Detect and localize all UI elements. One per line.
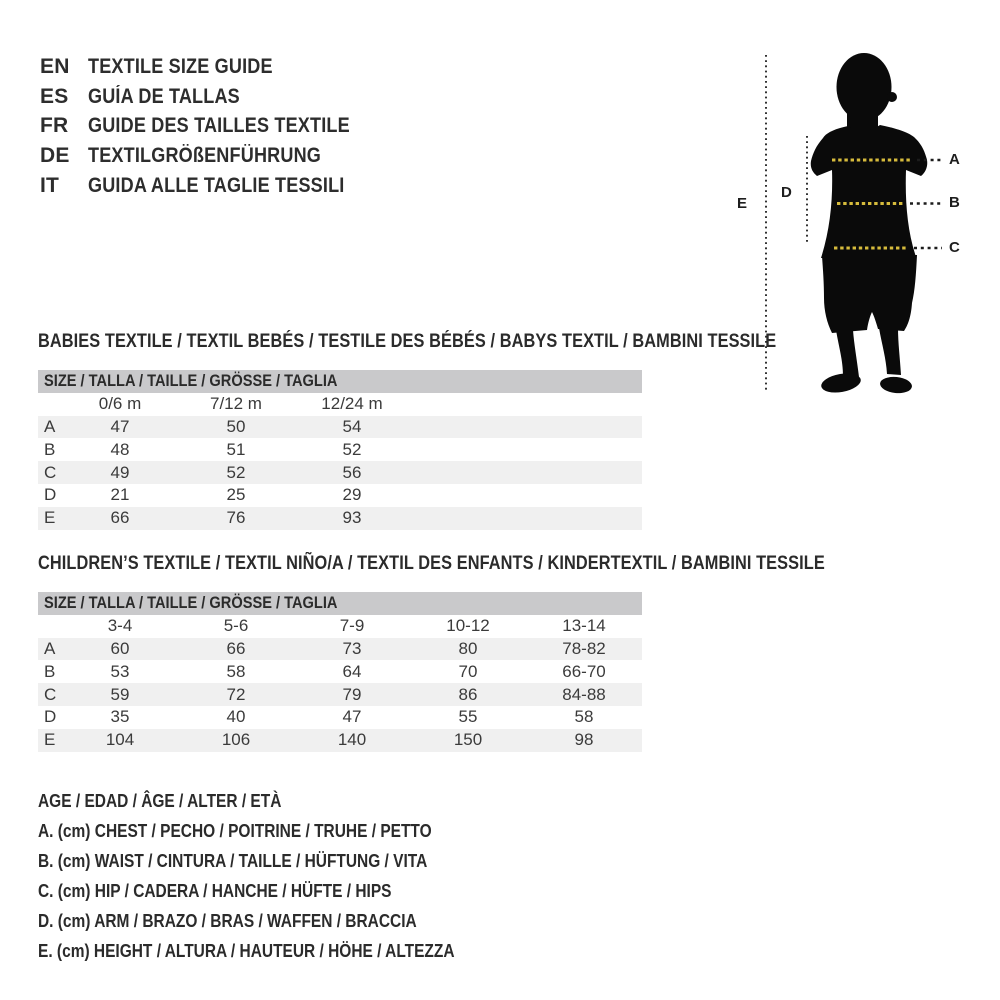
- measure-label-d: D: [781, 184, 792, 201]
- legend-item-text: C. (cm) HIP / CADERA / HANCHE / HÜFTE / HIPS: [38, 880, 392, 901]
- table-cell: 10-12: [446, 616, 490, 636]
- table-row: [38, 484, 642, 507]
- row-label: E: [44, 508, 56, 528]
- legend-age: [38, 786, 522, 816]
- table-cell: 106: [221, 730, 251, 750]
- table-cell: 29: [342, 485, 362, 505]
- table-cell: 150: [453, 730, 483, 750]
- table-cell: 50: [226, 416, 246, 436]
- table-cell: 79: [342, 684, 362, 704]
- row-label: B: [44, 439, 56, 459]
- legend-item-height: [38, 936, 522, 966]
- row-label: B: [44, 661, 56, 681]
- table-cell: 5-6: [223, 616, 249, 636]
- children-size-header-bar: [38, 592, 642, 615]
- table-cell: 64: [342, 661, 362, 681]
- language-title: GUIDA ALLE TAGLIE TESSILI: [88, 173, 345, 197]
- language-row-de: [40, 141, 392, 171]
- table-cell: 54: [342, 416, 362, 436]
- legend-item-text: A. (cm) CHEST / PECHO / POITRINE / TRUHE / PETTO: [38, 820, 432, 841]
- children-size-header-text: SIZE / TALLA / TAILLE / GRÖSSE / TAGLIA: [44, 593, 338, 613]
- column-header-row: [38, 615, 642, 638]
- table-cell: 80: [458, 638, 478, 658]
- table-cell: 47: [342, 707, 362, 727]
- table-row: [38, 461, 642, 484]
- row-label: D: [44, 485, 57, 505]
- language-row-it: [40, 171, 392, 201]
- legend-item-chest: [38, 816, 522, 846]
- table-cell: 47: [110, 416, 130, 436]
- legend-item-text: E. (cm) HEIGHT / ALTURA / HAUTEUR / HÖHE / ALTEZZA: [38, 940, 455, 961]
- table-cell: 72: [226, 684, 246, 704]
- table-cell: 66-70: [562, 661, 606, 681]
- row-label: C: [44, 462, 57, 482]
- table-cell: 98: [574, 730, 594, 750]
- language-code: DE: [40, 143, 70, 167]
- measure-label-e: E: [737, 195, 748, 212]
- table-cell: 56: [342, 462, 362, 482]
- babies-size-header-text: SIZE / TALLA / TAILLE / GRÖSSE / TAGLIA: [44, 371, 338, 391]
- table-cell: 53: [110, 661, 130, 681]
- table-cell: 66: [110, 508, 130, 528]
- language-title: GUIDE DES TAILLES TEXTILE: [88, 114, 350, 138]
- table-cell: 35: [110, 707, 130, 727]
- legend-item-arm: [38, 906, 522, 936]
- row-label: E: [44, 730, 56, 750]
- measure-label-c: C: [949, 239, 960, 256]
- table-row: [38, 416, 642, 439]
- table-row: [38, 683, 642, 706]
- legend-item-text: D. (cm) ARM / BRAZO / BRAS / WAFFEN / BRACCIA: [38, 910, 417, 931]
- table-cell: 48: [110, 439, 130, 459]
- table-cell: 12/24 m: [321, 394, 383, 414]
- legend-item-text: B. (cm) WAIST / CINTURA / TAILLE / HÜFTUNG / VITA: [38, 850, 428, 871]
- table-cell: 7-9: [339, 616, 365, 636]
- table-cell: 7/12 m: [210, 394, 262, 414]
- table-cell: 70: [458, 661, 478, 681]
- table-cell: 21: [110, 485, 130, 505]
- table-row: [38, 638, 642, 661]
- table-cell: 59: [110, 684, 130, 704]
- table-cell: 86: [458, 684, 478, 704]
- measurement-legend: [38, 786, 522, 966]
- language-title: TEXTILGRÖßENFÜHRUNG: [88, 143, 322, 167]
- table-cell: 93: [342, 508, 362, 528]
- table-cell: 25: [226, 485, 246, 505]
- measurement-figure: [720, 40, 980, 410]
- table-cell: 3-4: [107, 616, 133, 636]
- table-cell: 76: [226, 508, 246, 528]
- row-label: C: [44, 684, 57, 704]
- language-title: TEXTILE SIZE GUIDE: [88, 54, 273, 78]
- table-row: [38, 706, 642, 729]
- table-cell: 84-88: [562, 684, 606, 704]
- language-row-en: [40, 52, 392, 82]
- row-label: A: [44, 638, 56, 658]
- babies-table: [38, 393, 642, 530]
- table-cell: 40: [226, 707, 246, 727]
- table-cell: 104: [105, 730, 135, 750]
- table-row: [38, 438, 642, 461]
- children-section-title: [38, 553, 953, 575]
- table-cell: 52: [226, 462, 246, 482]
- child-silhouette-diagram: [720, 40, 980, 410]
- table-cell: 55: [458, 707, 478, 727]
- legend-item-waist: [38, 846, 522, 876]
- children-section-title-text: CHILDREN’S TEXTILE / TEXTIL NIÑO/A / TEXTIL DES ENFANTS / KINDERTEXTIL / BAMBINI TESSILE: [38, 553, 825, 574]
- table-cell: 13-14: [562, 616, 606, 636]
- table-cell: 0/6 m: [98, 394, 142, 414]
- language-title-list: [40, 52, 392, 200]
- babies-section-title: [38, 331, 896, 353]
- language-code: IT: [40, 173, 60, 197]
- measure-label-a: A: [949, 151, 960, 168]
- legend-item-hip: [38, 876, 522, 906]
- column-header-row: [38, 393, 642, 416]
- table-cell: 51: [226, 439, 246, 459]
- measure-label-b: B: [949, 194, 960, 211]
- language-code: ES: [40, 84, 69, 108]
- babies-size-header-bar: [38, 370, 642, 393]
- babies-section-title-text: BABIES TEXTILE / TEXTIL BEBÉS / TESTILE DES BÉBÉS / BABYS TEXTIL / BAMBINI TESSILE: [38, 331, 777, 352]
- language-row-fr: [40, 111, 392, 141]
- table-cell: 49: [110, 462, 130, 482]
- language-code: EN: [40, 54, 70, 78]
- table-cell: 73: [342, 638, 362, 658]
- row-label: A: [44, 416, 56, 436]
- row-label: D: [44, 707, 57, 727]
- table-cell: 58: [574, 707, 594, 727]
- language-title: GUÍA DE TALLAS: [88, 84, 240, 108]
- table-cell: 52: [342, 439, 362, 459]
- table-row: [38, 660, 642, 683]
- language-code: FR: [40, 114, 69, 138]
- table-cell: 58: [226, 661, 246, 681]
- table-cell: 66: [226, 638, 246, 658]
- legend-age-text: AGE / EDAD / ÂGE / ALTER / ETÀ: [38, 790, 282, 811]
- table-cell: 140: [337, 730, 367, 750]
- table-cell: 78-82: [562, 638, 606, 658]
- children-table: [38, 615, 642, 752]
- table-row: [38, 729, 642, 752]
- language-row-es: [40, 82, 392, 112]
- table-row: [38, 507, 642, 530]
- table-cell: 60: [110, 638, 130, 658]
